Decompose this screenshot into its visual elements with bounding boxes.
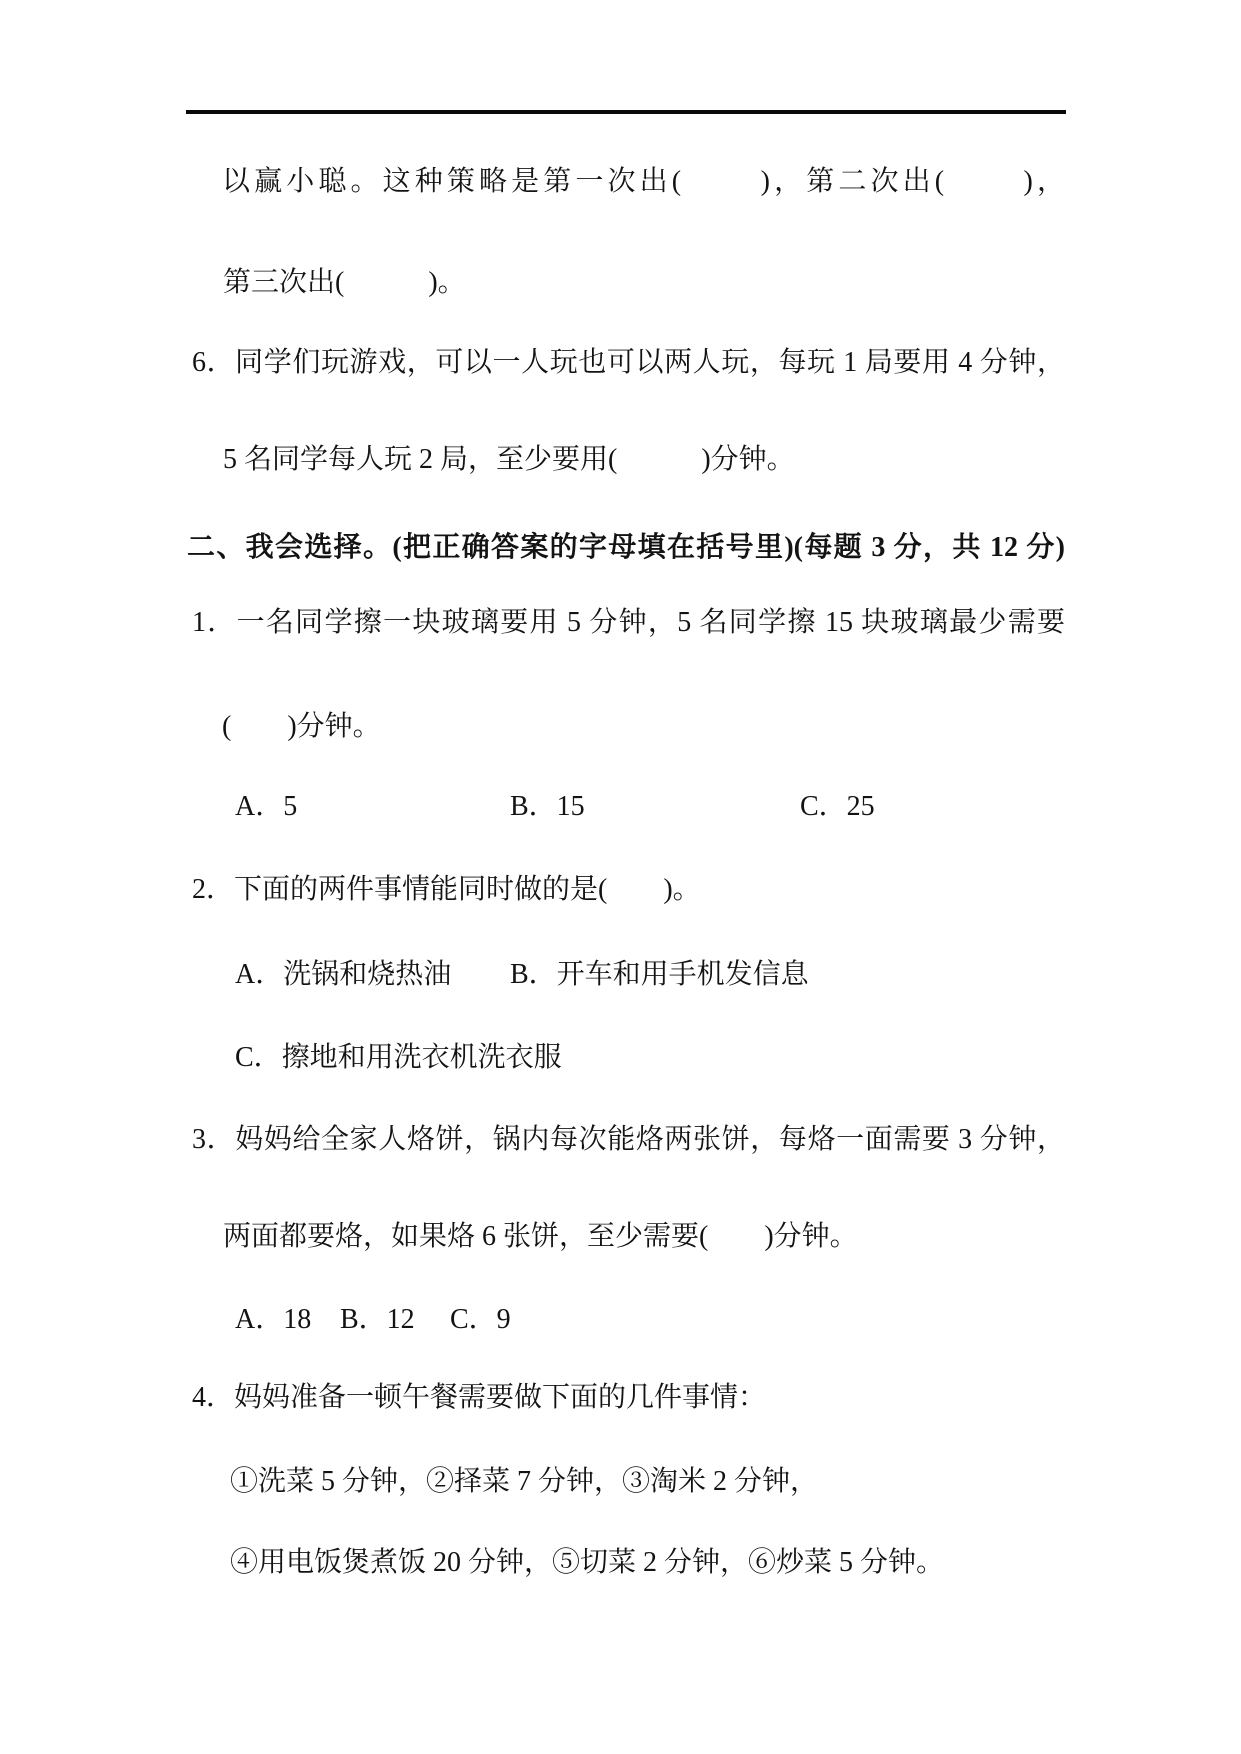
fill-question-continuation-line-1: 以赢小聪。这种策略是第一次出( )，第二次出( )， bbox=[222, 166, 1065, 197]
choice-question-1-line-2: ( )分钟。 bbox=[222, 711, 381, 742]
choice-question-2-line-1: 2．下面的两件事情能同时做的是( )。 bbox=[192, 874, 701, 905]
fill-question-6-line-2: 5 名同学每人玩 2 局，至少要用( )分钟。 bbox=[223, 444, 795, 475]
choice-question-1-option-a: A．5 bbox=[235, 791, 298, 822]
choice-question-3-option-a: A．18 bbox=[235, 1304, 312, 1335]
choice-question-4-line-2: ①洗菜 5 分钟，②择菜 7 分钟，③淘米 2 分钟， bbox=[230, 1466, 819, 1497]
choice-question-1-option-b: B．15 bbox=[510, 791, 585, 822]
choice-question-3-line-2: 两面都要烙，如果烙 6 张饼，至少需要( )分钟。 bbox=[223, 1221, 858, 1252]
header-rule bbox=[186, 110, 1066, 114]
choice-question-1-option-c: C．25 bbox=[800, 791, 875, 822]
fill-question-continuation-line-2: 第三次出( )。 bbox=[223, 267, 466, 298]
choice-question-4-line-3: ④用电饭煲煮饭 20 分钟，⑤切菜 2 分钟，⑥炒菜 5 分钟。 bbox=[230, 1547, 945, 1578]
choice-question-2-option-c: C．擦地和用洗衣机洗衣服 bbox=[235, 1042, 562, 1073]
choice-question-4-line-1: 4．妈妈准备一顿午餐需要做下面的几件事情： bbox=[192, 1382, 767, 1413]
choice-question-1-line-1: 1．一名同学擦一块玻璃要用 5 分钟，5 名同学擦 15 块玻璃最少需要 bbox=[192, 607, 1065, 638]
choice-question-2-option-a: A．洗锅和烧热油 bbox=[235, 959, 452, 990]
choice-question-3-option-b: B．12 bbox=[340, 1304, 415, 1335]
choice-question-3-option-c: C．9 bbox=[450, 1304, 511, 1335]
choice-question-2-option-b: B．开车和用手机发信息 bbox=[510, 959, 809, 990]
choice-question-3-line-1: 3．妈妈给全家人烙饼，锅内每次能烙两张饼，每烙一面需要 3 分钟， bbox=[192, 1124, 1065, 1155]
section-2-heading: 二、我会选择。(把正确答案的字母填在括号里)(每题 3 分，共 12 分) bbox=[187, 532, 1065, 563]
fill-question-6-line-1: 6．同学们玩游戏，可以一人玩也可以两人玩，每玩 1 局要用 4 分钟， bbox=[192, 347, 1065, 378]
